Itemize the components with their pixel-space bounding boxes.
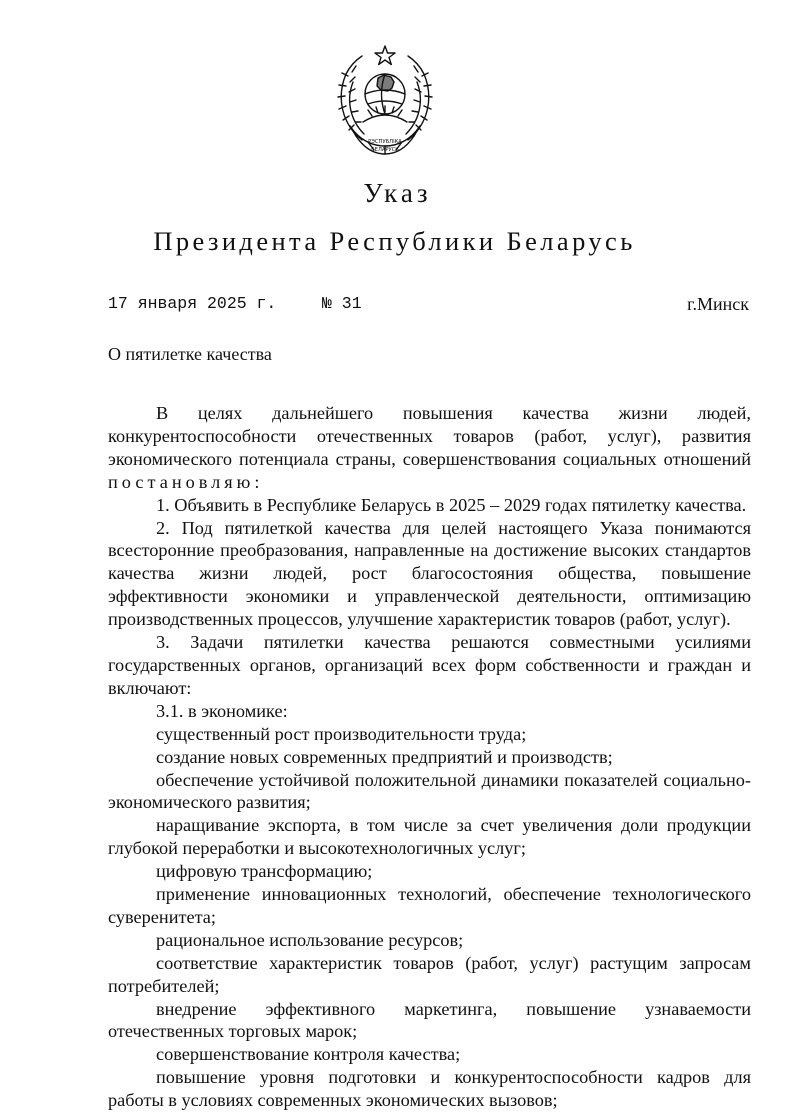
body-paragraph: 1. Объявить в Республике Беларусь в 2025 – 2029 годах пятилетку качества. — [156, 494, 747, 515]
body-paragraph: внедрение эффективного маркетинга, повышение узнаваемости отечественных торговых марок; — [108, 998, 751, 1042]
state-emblem-icon — [328, 42, 442, 160]
body-paragraph: рациональное использование ресурсов; — [156, 929, 464, 950]
body-paragraph: создание новых современных предприятий и производств; — [156, 746, 613, 767]
svg-text:РЭСПУБЛІКА: РЭСПУБЛІКА — [368, 139, 402, 145]
preamble-text: В целях дальнейшего повышения качества жизни людей, конкурентоспособности отечественных товаров (работ, услуг), развития экономического потенциала страны, совершенствования социальных отношений — [108, 403, 751, 469]
body-paragraph: 3.1. в экономике: — [156, 700, 288, 721]
body-paragraph: наращивание экспорта, в том числе за счет увеличения доли продукции глубокой переработки и высокотехнологичных услуг; — [108, 815, 751, 859]
body-paragraph: 2. Под пятилеткой качества для целей настоящего Указа понимаются всесторонние преобразования, направленные на достижение высоких стандартов качества жизни людей, рост благосостояния общества, повышение эффективности экономики и управленческой деятельности, оптимизацию производственных процессов, улучшение характеристик товаров (работ, услуг). — [108, 517, 751, 630]
body-paragraph: существенный рост производительности труда; — [156, 723, 527, 744]
body-paragraph: 3. Задачи пятилетки качества решаются совместными усилиями государственных органов, организаций всех форм собственности и граждан и включают: — [108, 632, 751, 698]
svg-text:БЕЛАРУСЬ: БЕЛАРУСЬ — [371, 147, 399, 153]
body-paragraph: совершенствование контроля качества; — [156, 1044, 461, 1065]
body-paragraph: обеспечение устойчивой положительной динамики показателей социально-экономического развития; — [108, 769, 751, 813]
decree-number: № 31 — [322, 294, 362, 313]
document-subtitle: Президента Республики Беларусь — [153, 226, 636, 256]
body-paragraph: применение инновационных технологий, обеспечение технологического суверенитета; — [108, 884, 751, 927]
document-title: Указ — [363, 178, 432, 208]
decree-body — [108, 402, 751, 1112]
decree-date: 17 января 2025 г. — [108, 294, 277, 313]
postanovlyau-text: постановляю: — [108, 471, 264, 492]
body-paragraph: соответствие характеристик товаров (работ, услуг) растущим запросам потребителей; — [108, 952, 751, 996]
decree-city: г.Минск — [687, 294, 749, 314]
decree-subject: О пятилетке качества — [108, 344, 272, 364]
paragraph-list — [108, 494, 751, 1112]
body-paragraph: цифровую трансформацию; — [156, 861, 373, 882]
preamble-paragraph — [108, 402, 751, 494]
body-paragraph: повышение уровня подготовки и конкурентоспособности кадров для работы в условиях современных экономических вызовов; — [108, 1067, 751, 1111]
